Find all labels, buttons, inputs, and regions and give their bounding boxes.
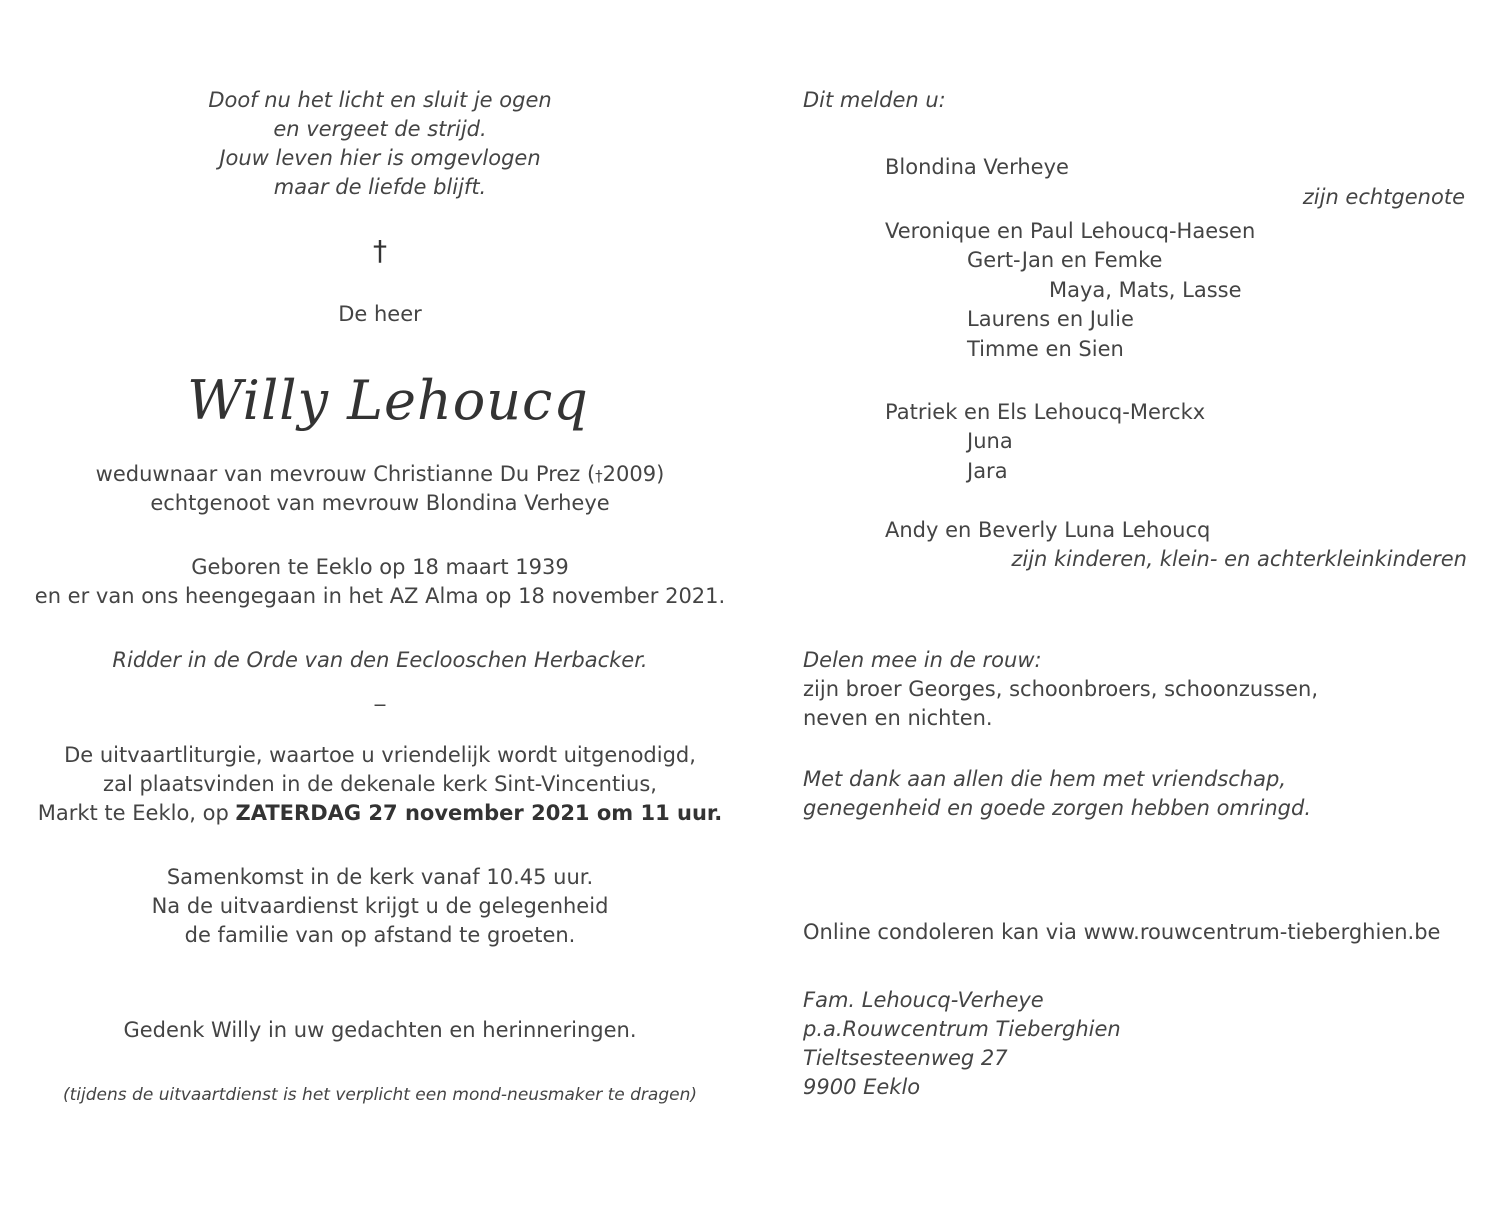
small-cross-icon: † [595,467,603,485]
family-1-grandchildren: Maya, Mats, Lasse [1049,278,1242,302]
thanks-line-1: Met dank aan allen die hem met vriendschap, [803,767,1286,791]
share-line-2: neven en nichten. [803,706,993,730]
family-2-child-a: Juna [967,429,1013,453]
cross-icon: † [373,234,387,267]
deceased-name: Willy Lehoucq [187,369,589,432]
family-2: Patriek en Els Lehoucq-Merckx [885,400,1206,424]
share-line-1: zijn broer Georges, schoonbroers, schoonzussen, [803,677,1319,701]
poem-line-3: Jouw leven hier is omgevlogen [219,146,541,170]
funeral-line-3 [38,799,723,828]
spouse-role: zijn echtgenote [1302,185,1465,209]
address-line-2: p.a.Rouwcentrum Tieberghien [803,1017,1121,1041]
spouse-name: Blondina Verheye [885,155,1069,179]
relation-spouse: echtgenoot van mevrouw Blondina Verheye [150,491,610,515]
thanks-line-2: genegenheid en goede zorgen hebben omringd. [803,796,1311,820]
death-line: en er van ons heengegaan in het AZ Alma op 18 november 2021. [34,584,726,608]
birth-line: Geboren te Eeklo op 18 maart 1939 [191,555,569,579]
poem-line-2: en vergeet de strijd. [273,117,487,141]
intro-line: Dit melden u: [803,88,946,112]
funeral-location: Markt te Eeklo, op [37,801,236,825]
funeral-line-2: zal plaatsvinden in de dekenale kerk Sint-Vincentius, [103,772,657,796]
poem-line-1: Doof nu het licht en sluit je ogen [208,88,552,112]
family-1-child-c: Timme en Sien [967,337,1124,361]
funeral-date: ZATERDAG 27 november 2021 om 11 uur. [235,801,723,825]
honor-line: Ridder in de Orde van den Eeclooschen Herbacker. [112,648,648,672]
gathering-line-2: Na de uitvaardienst krijgt u de gelegenheid [151,894,609,918]
family-3: Andy en Beverly Luna Lehoucq [885,518,1211,542]
funeral-line-1: De uitvaartliturgie, waartoe u vriendelijk wordt uitgenodigd, [64,743,696,767]
online-condolence: Online condoleren kan via www.rouwcentrum-tieberghien.be [803,920,1441,944]
address-line-4: 9900 Eeklo [803,1075,921,1099]
gathering-line-3: de familie van op afstand te groeten. [184,923,576,947]
children-role: zijn kinderen, klein- en achterkleinkinderen [1011,547,1467,571]
family-1: Veronique en Paul Lehoucq-Haesen [885,219,1256,243]
family-2-child-b: Jara [967,459,1008,483]
address-line-3: Tieltsesteenweg 27 [803,1046,1008,1070]
poem-line-4: maar de liefde blijft. [273,175,487,199]
address-line-1: Fam. Lehoucq-Verheye [803,988,1044,1012]
family-1-child-a: Gert-Jan en Femke [967,248,1163,272]
family-1-child-b: Laurens en Julie [967,307,1134,331]
remember-line: Gedenk Willy in uw gedachten en herinneringen. [123,1018,637,1042]
relation-widower-text: weduwnaar van mevrouw Christianne Du Prez ( [95,462,596,486]
share-intro: Delen mee in de rouw: [803,648,1042,672]
gathering-line-1: Samenkomst in de kerk vanaf 10.45 uur. [166,865,594,889]
relation-widower-year: 2009) [602,462,665,486]
mask-note: (tijdens de uitvaartdienst is het verplicht een mond-neusmaker te dragen) [63,1085,697,1105]
separator: _ [374,682,386,706]
title-line: De heer [338,302,422,326]
relation-widower [96,460,665,491]
